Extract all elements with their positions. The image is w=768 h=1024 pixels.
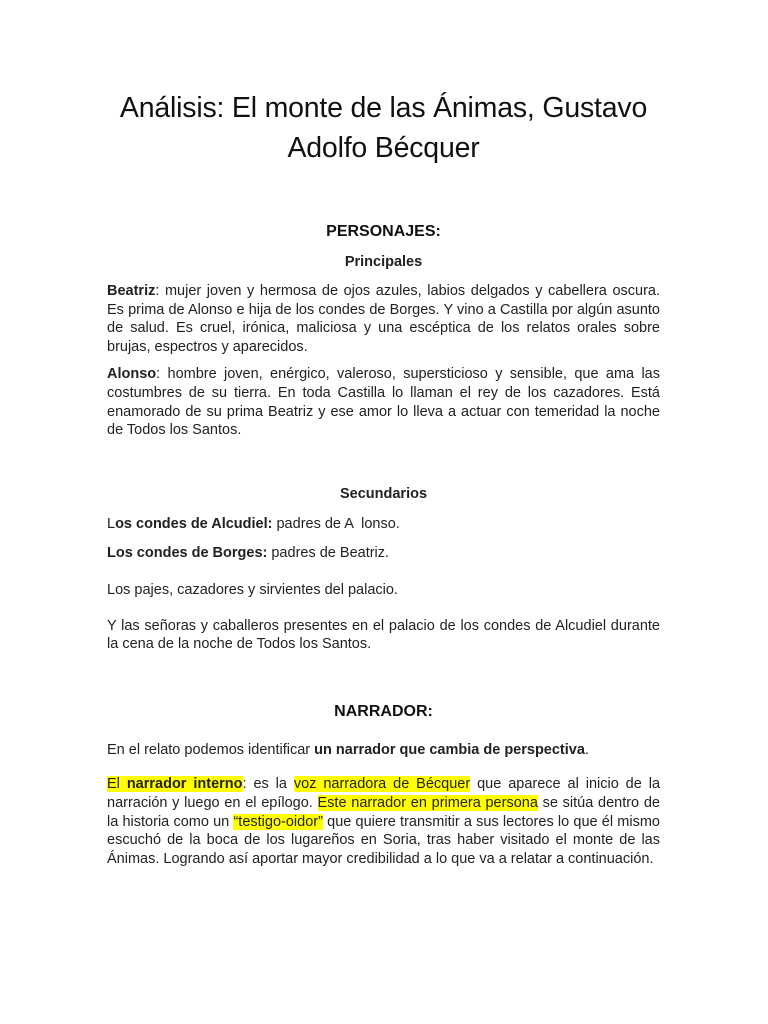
beatriz-paragraph: [107, 282, 660, 356]
narrador-intro-pre: En el relato podemos identificar: [107, 741, 315, 758]
narrador-interno-paragraph: [107, 775, 660, 868]
narrador-intro-paragraph: [107, 741, 660, 760]
narrador-text-4: que quiere transmitir a sus lectores lo que él mismo escuchó de la boca de los lugareños en Soria, tras haber visitado el monte de las Ánimas. Logrando así aportar mayor credibilidad a lo que va a relatar a continuación.: [107, 813, 660, 867]
testigo-oidor-highlight: “testigo-oidor”: [233, 813, 323, 830]
primera-persona-highlight: Este narrador en primera persona: [317, 794, 538, 811]
alcudiel-paragraph: [107, 515, 660, 534]
document-title: Análisis: El monte de las Ánimas, Gustavo Adolfo Bécquer: [119, 92, 648, 164]
alcudiel-description: padres de A lonso.: [272, 515, 400, 532]
narrador-text-2: que aparece al inicio de la narración y luego en el epílogo.: [107, 776, 661, 811]
personajes-heading: PERSONAJES:: [326, 223, 441, 240]
narrador-el-highlight: El: [107, 776, 127, 793]
voz-narradora-highlight: voz narradora de Bécquer: [293, 776, 471, 793]
secundarios-heading: Secundarios: [339, 485, 428, 502]
senoras-paragraph: Y las señoras y caballeros presentes en el palacio de los condes de Alcudiel durante la cena de la noche de Todos los Santos.: [107, 617, 660, 653]
narrador-intro-bold: un narrador que cambia de perspectiva: [314, 741, 585, 758]
pajes-paragraph: Los pajes, cazadores y sirvientes del palacio.: [107, 581, 398, 598]
borges-description: padres de Beatriz.: [267, 545, 390, 562]
principales-heading: Principales: [344, 254, 423, 270]
beatriz-description: : mujer joven y hermosa de ojos azules, labios delgados y cabellera oscura. Es prima de Alonso e hija de los condes de Borges. Y vino a Castilla por algún asunto de salud. Es cruel, irónica, maliciosa y una escéptica de los relatos orales sobre brujas, espectros y aparecidos.: [107, 283, 660, 355]
alonso-paragraph: [107, 365, 660, 439]
alonso-name: Alonso: [107, 366, 157, 383]
narrador-heading: NARRADOR:: [334, 702, 433, 720]
alcudiel-prefix: L: [107, 515, 116, 532]
borges-name: Los condes de Borges:: [107, 545, 268, 562]
narrador-interno-term: narrador interno: [126, 776, 243, 793]
narrador-text-3: se sitúa dentro de la historia como un: [107, 794, 660, 830]
borges-paragraph: [107, 544, 660, 563]
beatriz-name: Beatriz: [107, 283, 156, 299]
alonso-description: : hombre joven, enérgico, valeroso, supersticioso y sensible, que ama las costumbres de su tierra. En toda Castilla lo llaman el rey de los cazadores. Está enamorado de su prima Beatriz y ese amor lo lleva a actuar con temeridad la noche de Todos los Santos.: [107, 366, 660, 439]
narrador-intro-post: .: [584, 741, 589, 758]
narrador-text-1: : es la: [242, 776, 294, 793]
alcudiel-name: os condes de Alcudiel:: [115, 515, 273, 532]
